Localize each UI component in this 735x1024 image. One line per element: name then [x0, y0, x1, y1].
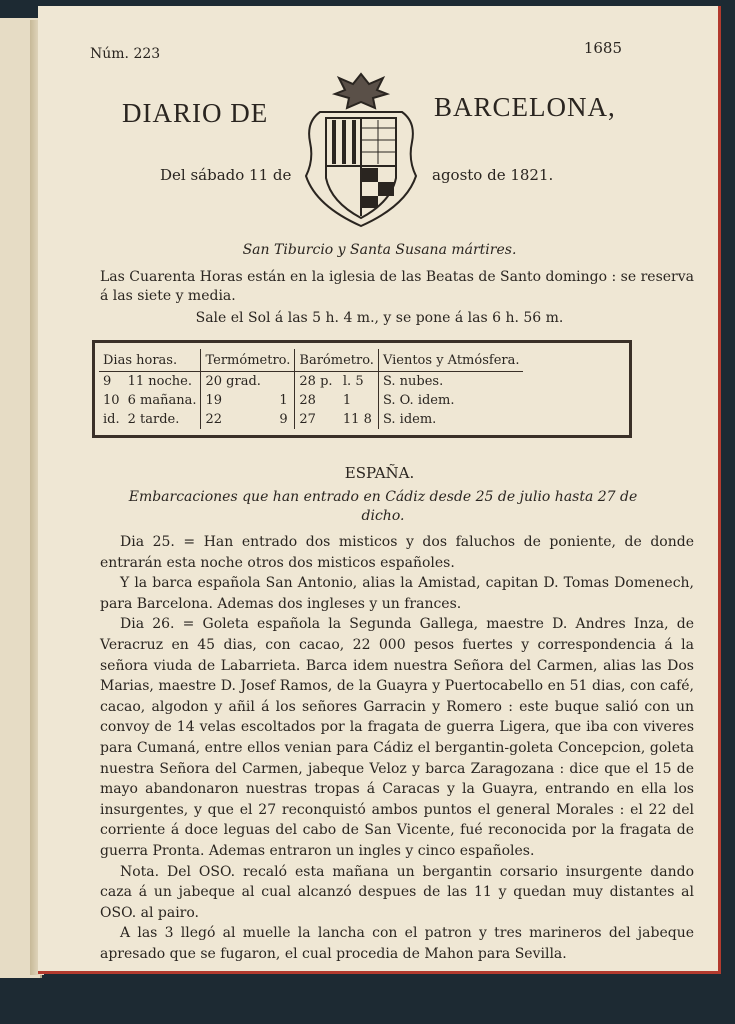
paragraph: Nota. Del OSO. recaló esta mañana un bergantin corsario insurgente dando caza á un jabeque al cual alcanzó despues de las 11 y quedan muy distantes al OSO. al pairo. [100, 863, 694, 921]
sunrise-sunset: Sale el Sol á las 5 h. 4 m., y se pone á las 6 h. 56 m. [195, 310, 564, 326]
table-row: 9 11 noche. 20 grad. 28 p. l. 5 S. nubes. [99, 372, 523, 392]
header-thermometer: Termómetro. [201, 349, 295, 372]
saints-of-the-day: San Tiburcio y Santa Susana mártires. [242, 242, 517, 258]
header-days-hours: Dias horas. [99, 349, 201, 372]
table-row: 10 6 mañana. 19 1 28 1 S. O. idem. [99, 391, 523, 410]
barcelona-coat-of-arms-icon [300, 68, 422, 233]
paragraph: Y la barca española San Antonio, alias la Amistad, capitan D. Tomas Domenech, para Barcelona. Ademas dos ingleses y un frances. [100, 575, 694, 612]
section-heading: ESPAÑA. [344, 464, 415, 482]
weather-table [92, 340, 632, 438]
issue-date-right: agosto de 1821. [432, 166, 554, 184]
page-number: 1685 [583, 39, 622, 57]
header-barometer: Barómetro. [295, 349, 379, 372]
article-body [100, 532, 694, 964]
masthead-title-right: BARCELONA, [434, 92, 616, 122]
masthead-title-left: DIARIO DE [122, 98, 269, 128]
paragraph: A las 3 llegó al muelle la lancha con el patron y tres marineros del jabeque apresado que se fugaron, el cual procedia de Mahon para Sevilla. [100, 925, 694, 962]
table-row: id. 2 tarde. 22 9 27 11 8 S. idem. [99, 410, 523, 429]
issue-date-left: Del sábado 11 de [160, 166, 292, 184]
cuarenta-horas-notice: Las Cuarenta Horas están en la iglesia de las Beatas de Santo domingo : se reserva á las siete y media. [100, 269, 695, 304]
section-subtitle: Embarcaciones que han entrado en Cádiz desde 25 de julio hasta 27 de dicho. [128, 489, 638, 524]
newspaper-page [38, 6, 721, 974]
issue-number: Núm. 223 [90, 46, 161, 62]
paragraph: Dia 26. = Goleta española la Segunda Gallega, maestre D. Andres Inza, de Veracruz en 45 dias, con cacao, 22 000 pesos fuertes y correspondencia á la señora viuda de Labarrieta. Barca idem nuestra Señora del Carmen, alias las Dos Marias, maestre D. Josef Ramos, de la Guayra y Puertocabello en 51 dias, con café, cacao, algodon y añil á los señores Garracin y Romero : este buque salió con un convoy de 14 velas escoltados por la fragata de guerra Ligera, que iba con viveres para Cumaná, entre ellos venian para Cádiz el bergantin-goleta Concepcion, goleta nuestra Señora del Carmen, jabeque Veloz y barca Zaragozana : dice que el 15 de mayo abandonaron nuestras tropas á Caracas y la Guayra, entrando en ella los insurgentes, y que el 27 reconquistó ambos puntos el general Morales : el 22 del corriente á doce leguas del cabo de San Vicente, fué reconocida por la fragata de guerra Pronta. Ademas entraron un ingles y cinco españoles. [100, 616, 694, 859]
paragraph: Dia 25. = Han entrado dos misticos y dos faluchos de poniente, de donde entrarán esta noche otros dos misticos españoles. [100, 534, 694, 571]
header-winds: Vientos y Atmósfera. [378, 349, 523, 372]
